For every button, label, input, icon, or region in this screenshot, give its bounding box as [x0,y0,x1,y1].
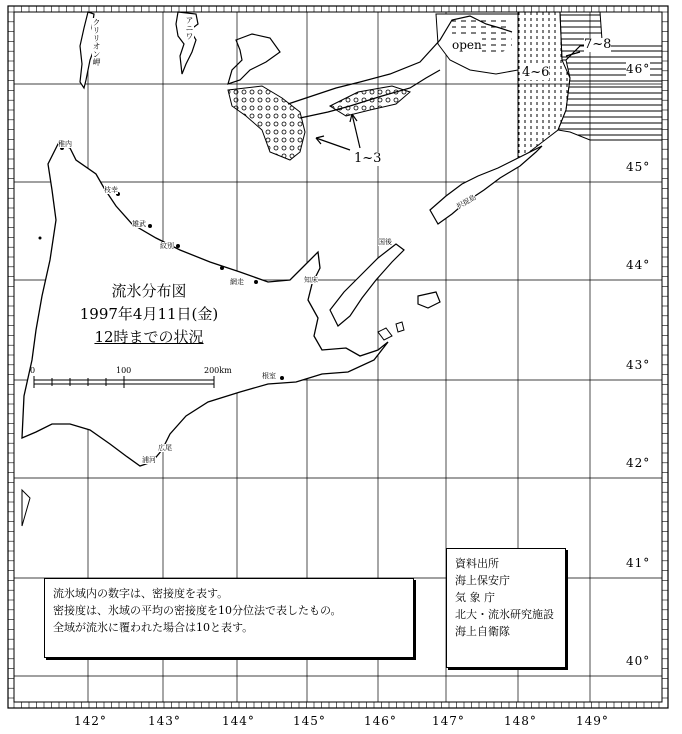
ice-zone-1-3 [228,86,305,160]
source-box [446,548,566,668]
place-etorofu: 択捉島 [455,193,478,211]
zone-label-7-8: 7~8 [584,37,612,52]
place-urakawa: 浦河 [142,456,156,464]
zone-label-4-6: 4~6 [522,65,550,80]
lat-label-40: 40° [626,654,651,668]
scale-label-200: 200km [204,366,232,375]
place-shiretoko: 知床 [304,276,318,284]
shikotan-island [418,292,440,308]
scale-label-0: 0 [30,366,36,375]
source-item: 北大・流氷研究施設 [455,608,554,621]
lat-label-41: 41° [626,556,651,570]
lat-label-46: 46° [626,62,651,76]
lon-label-143: 143° [148,714,181,728]
lon-label-148: 148° [504,714,537,728]
map-date: 1997年4月11日(金) [79,305,219,323]
lon-label-142: 142° [74,714,107,728]
place-esashi: 枝幸 [104,186,118,194]
place-nemuro: 根室 [262,372,276,380]
lat-label-44: 44° [626,258,651,272]
lat-label-42: 42° [626,456,651,470]
place-kunashiri: 国後 [378,238,392,246]
kunashiri-island [330,244,404,326]
honshu-north [22,490,30,526]
place-omu: 雄武 [132,220,146,228]
ice-zone-1-3-east [330,86,410,116]
lon-label-145: 145° [293,714,326,728]
place-erimo: 広尾 [158,444,172,452]
note-line-1: 流氷域内の数字は、密接度を表す。 [53,587,229,600]
place-aniwa: アニワ [185,16,194,40]
legend-note-box [44,578,414,658]
zone-label-1-3: 1~3 [354,151,382,166]
source-title: 資料出所 [455,557,499,570]
place-crillon: クリリオン岬 [92,18,101,66]
source-item: 気 象 庁 [455,591,495,604]
lon-label-146: 146° [364,714,397,728]
note-line-3: 全域が流氷に覆われた場合は10と表す。 [53,621,254,634]
lat-label-45: 45° [626,160,651,174]
lon-label-144: 144° [222,714,255,728]
sakhalin-south-coast [228,34,280,84]
lon-label-149: 149° [576,714,609,728]
kuril-islands [430,146,542,224]
map-status: 12時までの状況 [94,328,204,346]
lat-label-43: 43° [626,358,651,372]
map-title-block [54,280,244,349]
zone-label-open: open [452,38,482,52]
place-monbetsu: 紋別 [160,242,174,250]
place-abashiri: 網走 [230,278,244,286]
habomai-islands [378,322,404,340]
place-wakkanai: 稚内 [58,140,72,148]
ice-zone-7-8-b [558,46,662,140]
source-item: 海上自衛隊 [455,625,510,638]
map-title: 流氷分布図 [111,282,187,300]
note-line-2: 密接度は、氷域の平均の密接度を10分位法で表したもの。 [53,604,342,617]
scale-label-100: 100 [116,366,132,375]
lon-label-147: 147° [432,714,465,728]
source-item: 海上保安庁 [455,574,510,587]
